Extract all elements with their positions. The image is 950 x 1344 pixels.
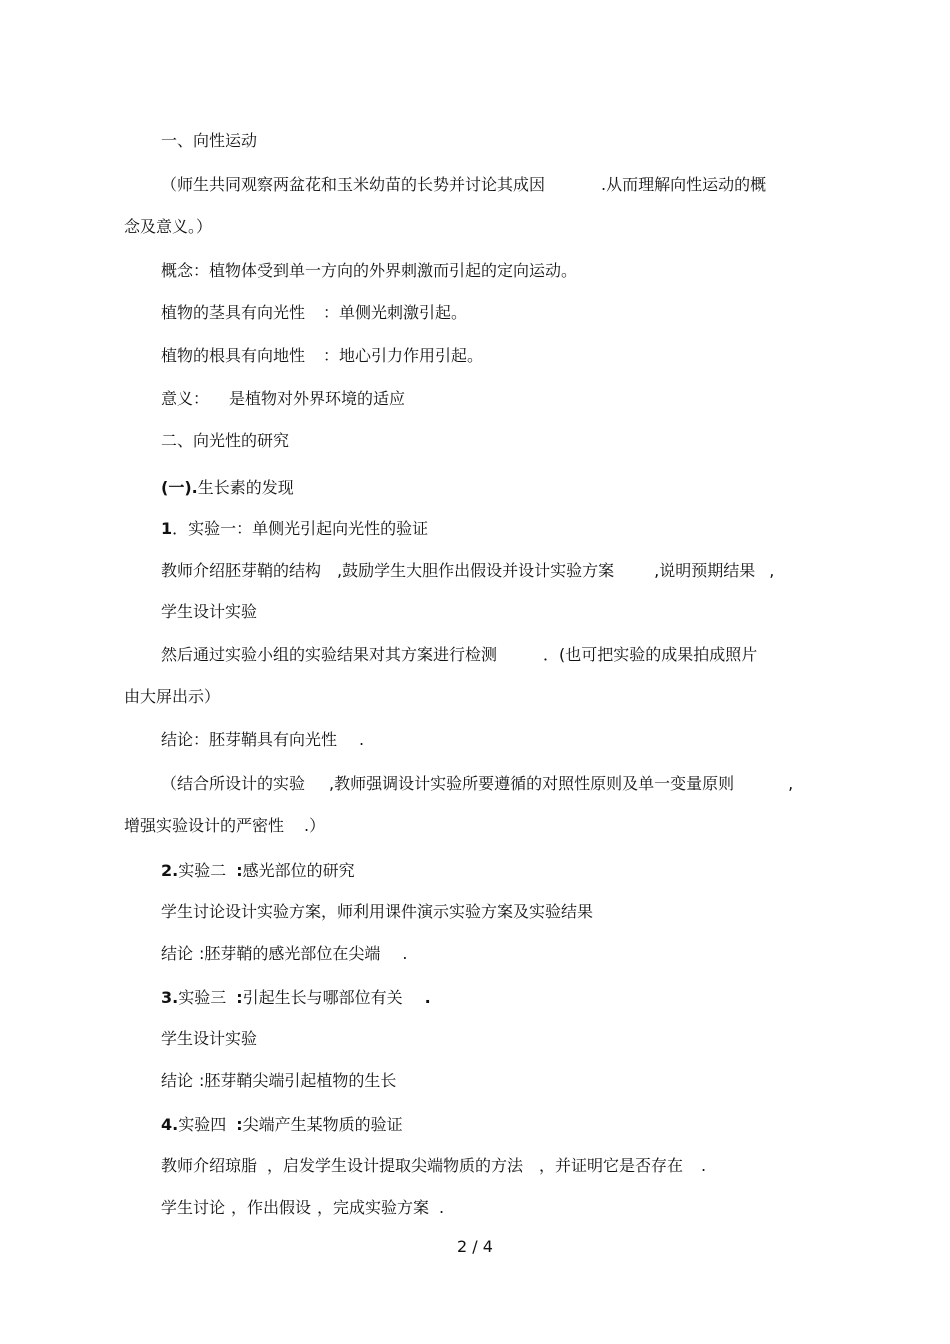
text-segment: : <box>236 988 243 1007</box>
text-segment: . <box>402 944 408 963</box>
text-segment: 引起生长与哪部位有关 <box>242 988 403 1007</box>
text-segment: , <box>788 774 794 793</box>
significance-line <box>161 389 405 409</box>
stem-phototropism-line <box>161 303 467 323</box>
heading-tropism <box>161 131 257 151</box>
root-geotropism-line <box>161 346 483 366</box>
experiment-1-title <box>161 519 428 539</box>
text-segment: . <box>359 730 365 749</box>
text-segment: 学生设计实验 <box>161 1029 258 1048</box>
text-segment: 结论 <box>161 944 194 963</box>
conclusion-2-line <box>161 944 408 964</box>
text-segment: 实验三 <box>178 988 227 1007</box>
text-segment: . <box>701 1156 707 1175</box>
text-segment: 结论：胚芽鞘具有向光性 <box>161 730 338 749</box>
text-segment: 概念：植物体受到单一方向的外界刺激而引起的定向运动。 <box>161 261 578 280</box>
paragraph-observe-cont <box>124 217 212 237</box>
text-segment: 4. <box>161 1115 179 1134</box>
text-segment: ．实验一：单侧光引起向光性的验证 <box>172 519 429 538</box>
text-segment: 学生讨论设计实验方案，师利用课件演示实验方案及实验结果 <box>161 902 594 921</box>
text-segment: ，并证明它是否存在 <box>539 1156 684 1175</box>
text-segment: ：地心引力作用引起。 <box>323 346 484 365</box>
text-segment: ,教师强调设计实验所要遵循的对照性原则及单一变量原则 <box>329 774 735 793</box>
text-segment: :胚芽鞘的感光部位在尖端 <box>199 944 381 963</box>
text-segment: 增强实验设计的严密性 <box>124 816 285 835</box>
conclusion-1-line <box>161 730 364 750</box>
text-segment: ：单侧光刺激引起。 <box>323 303 468 322</box>
text-segment: ,鼓励学生大胆作出假设并设计实验方案 <box>337 561 615 580</box>
text-segment: 教师介绍琼脂 <box>161 1156 258 1175</box>
heading-text: 一、向性运动 <box>161 131 258 150</box>
text-segment: 结论 <box>161 1071 194 1090</box>
text-segment: : <box>236 861 243 880</box>
text-segment: 3. <box>161 988 179 1007</box>
test-results-cont <box>124 687 220 707</box>
text-segment: 由大屏出示） <box>124 687 221 706</box>
text-segment: 植物的根具有向地性 <box>161 346 306 365</box>
text-segment: (一). <box>161 478 198 497</box>
text-segment: ，完成实验方案 <box>317 1198 430 1217</box>
teacher-intro-line <box>161 561 774 581</box>
students-hypothesis-line <box>161 1198 444 1218</box>
text-segment: 感光部位的研究 <box>242 861 355 880</box>
students-design-line-2 <box>161 1029 257 1049</box>
text-segment: ，启发学生设计提取尖端物质的方法 <box>267 1156 524 1175</box>
text-segment: 念及意义。） <box>124 217 213 236</box>
test-results-line <box>161 645 757 665</box>
text-segment: 实验四 <box>178 1115 227 1134</box>
agar-intro-line <box>161 1156 706 1176</box>
experiment-3-title <box>161 988 431 1008</box>
text-segment: （师生共同观察两盆花和玉米幼苗的长势并讨论其成因 <box>161 175 546 194</box>
text-segment: 尖端产生某物质的验证 <box>242 1115 403 1134</box>
text-segment: ．(也可把实验的成果拍成照片 <box>543 645 758 664</box>
text-segment: . <box>439 1198 445 1217</box>
text-segment: 教师介绍胚芽鞘的结构 <box>161 561 322 580</box>
heading-phototropism-research <box>161 431 289 451</box>
text-segment: : <box>236 1115 243 1134</box>
text-segment: :胚芽鞘尖端引起植物的生长 <box>199 1071 397 1090</box>
experiment-4-title <box>161 1115 403 1135</box>
text-segment: 学生设计实验 <box>161 602 258 621</box>
experiment-2-title <box>161 861 355 881</box>
students-discuss-line <box>161 902 593 922</box>
text-segment: ，作出假设 <box>231 1198 312 1217</box>
students-design-line <box>161 602 257 622</box>
text-segment: . <box>424 988 431 1007</box>
text-segment: 是植物对外界环境的适应 <box>229 389 406 408</box>
text-segment: .从而理解向性运动的概 <box>601 175 767 194</box>
text-segment: , <box>769 561 775 580</box>
text-segment: 学生讨论 <box>161 1198 226 1217</box>
text-segment: ,说明预期结果 <box>654 561 756 580</box>
text-segment: 2. <box>161 861 179 880</box>
text-segment: 然后通过实验小组的实验结果对其方案进行检测 <box>161 645 498 664</box>
text-segment: 实验二 <box>178 861 227 880</box>
text-segment: 植物的茎具有向光性 <box>161 303 306 322</box>
subheading-auxin-discovery <box>161 478 294 498</box>
paragraph-observe <box>161 175 766 195</box>
heading-text: 二、向光性的研究 <box>161 431 290 450</box>
conclusion-3-line <box>161 1071 396 1091</box>
text-segment: 生长素的发现 <box>197 478 294 497</box>
text-segment: （结合所设计的实验 <box>161 774 306 793</box>
control-principle-cont <box>124 816 325 836</box>
control-principle-line <box>161 774 793 794</box>
text-segment: .） <box>304 816 326 835</box>
concept-line <box>161 261 577 281</box>
page-number: 2 / 4 <box>457 1237 493 1256</box>
text-segment: 1 <box>161 519 173 538</box>
text-segment: 意义： <box>161 389 210 408</box>
